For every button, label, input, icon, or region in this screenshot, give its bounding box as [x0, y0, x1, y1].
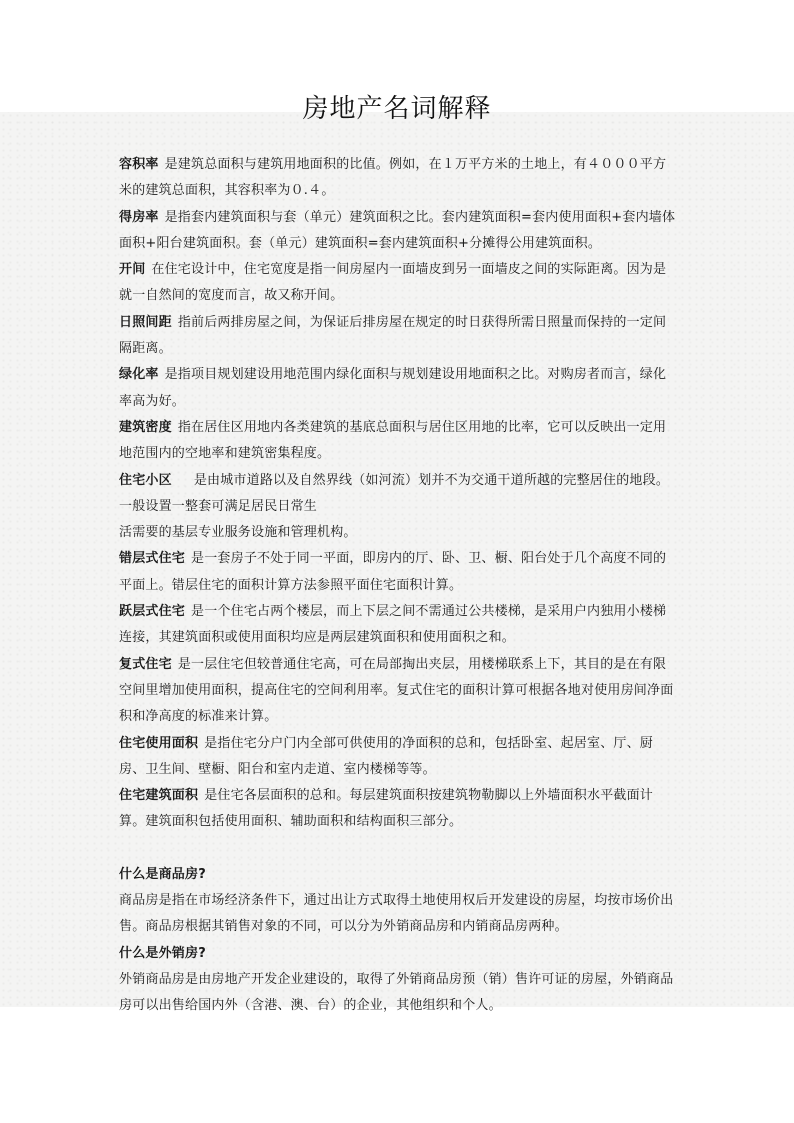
term-definition: 是住宅各层面积的总和。每层建筑面积按建筑物勒脚以上外墙面积水平截面计算。建筑面积包括使用面积、辅助面积和结构面积三部分。 — [119, 788, 654, 830]
definition-paragraph — [119, 783, 679, 836]
document-body — [119, 152, 679, 1020]
term-label: 复式住宅 — [119, 656, 172, 672]
term-definition: 是一套房子不处于同一平面，即房内的厅、卧、卫、橱、阳台处于几个高度不同的平面上。错层住宅的面积计算方法参照平面住宅面积计算。 — [119, 551, 667, 593]
question-heading: 什么是外销房? — [119, 945, 206, 961]
term-definition: 在住宅设计中，住宅宽度是指一间房屋内一面墙皮到另一面墙皮之间的实际距离。因为是就一自然间的宽度而言，故又称开间。 — [119, 262, 667, 304]
definition-paragraph — [119, 599, 679, 652]
definition-paragraph — [119, 205, 679, 258]
term-label: 住宅使用面积 — [119, 735, 199, 751]
section-spacer — [119, 836, 679, 862]
term-label: 得房率 — [119, 209, 159, 225]
term-definition: 是指套内建筑面积与套（单元）建筑面积之比。套内建筑面积=套内使用面积+套内墙体面积+阳台建筑面积。套（单元）建筑面积=套内建筑面积+分摊得公用建筑面积。 — [119, 209, 676, 251]
definition-paragraph — [119, 152, 679, 205]
definition-paragraph — [119, 415, 679, 468]
page-title: 房地产名词解释 — [302, 94, 492, 124]
term-definition: 指在居住区用地内各类建筑的基底总面积与居住区用地的比率，它可以反映出一定用地范围内的空地率和建筑密集程度。 — [119, 419, 667, 462]
definition-paragraph — [119, 468, 679, 521]
term-label: 住宅建筑面积 — [119, 788, 199, 804]
term-label: 绿化率 — [119, 367, 159, 383]
definition-paragraph — [119, 257, 679, 310]
term-definition: 是由城市道路以及自然界线（如河流）划并不为交通干道所越的完整居住的地段。一般设置一整套可满足居民日常生 — [119, 472, 670, 514]
term-definition: 是指项目规划建设用地范围内绿化面积与规划建设用地面积之比。对购房者而言，绿化率高为好。 — [119, 367, 667, 409]
term-definition: 是建筑总面积与建筑用地面积的比值。例如，在１万平方米的土地上，有４０００平方米的建筑总面积，其容积率为０.４。 — [119, 157, 667, 199]
term-label: 跃层式住宅 — [119, 604, 186, 620]
term-label: 住宅小区 — [119, 472, 172, 488]
term-label: 日照间距 — [119, 314, 172, 330]
definition-paragraph — [119, 652, 679, 731]
question-heading: 什么是商品房? — [119, 866, 206, 882]
definition-paragraph — [119, 310, 679, 363]
term-definition: 是一层住宅但较普通住宅高，可在局部掏出夹层，用楼梯联系上下，其目的是在有限空间里增加使用面积，提高住宅的空间利用率。复式住宅的面积计算可根据各地对使用房间净面积和净高度的标准来计算。 — [119, 656, 674, 725]
term-definition: 是一个住宅占两个楼层，而上下层之间不需通过公共楼梯，是采用户内独用小楼梯连接，其建筑面积或使用面积均应是两层建筑面积和使用面积之和。 — [119, 604, 667, 646]
term-definition: 指前后两排房屋之间，为保证后排房屋在规定的时日获得所需日照量而保持的一定间隔距离。 — [119, 314, 667, 357]
definition-paragraph — [119, 731, 679, 784]
term-label: 开间 — [119, 262, 146, 278]
term-label: 容积率 — [119, 157, 159, 172]
definition-continuation: 活需要的基层专业服务设施和管理机构。 — [119, 525, 357, 541]
answer-paragraph: 外销商品房是由房地产开发企业建设的，取得了外销商品房预（销）售许可证的房屋，外销商品房可以出售给国内外（含港、澳、台）的企业，其他组织和个人。 — [119, 971, 674, 1014]
term-definition: 是指住宅分户门内全部可供使用的净面积的总和，包括卧室、起居室、厅、厨房、卫生间、壁橱、阳台和室内走道、室内楼梯等等。 — [119, 735, 654, 777]
definition-paragraph — [119, 546, 679, 599]
term-label: 错层式住宅 — [119, 551, 186, 567]
answer-paragraph: 商品房是指在市场经济条件下，通过出让方式取得土地使用权后开发建设的房屋，均按市场价出售。商品房根据其销售对象的不同，可以分为外销商品房和内销商品房两种。 — [119, 893, 674, 935]
definition-paragraph — [119, 362, 679, 415]
term-label: 建筑密度 — [119, 419, 172, 435]
